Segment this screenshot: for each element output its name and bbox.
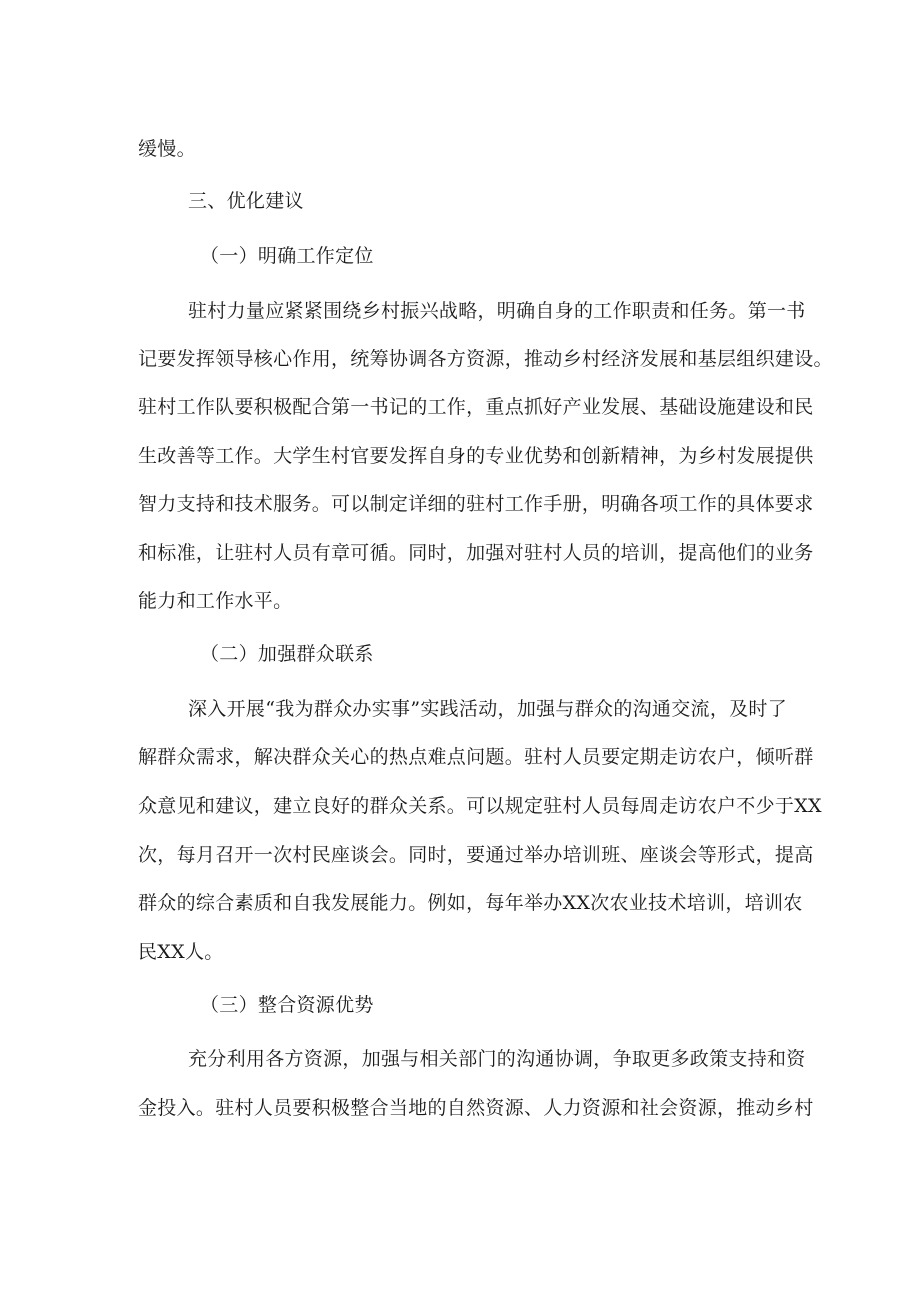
- paragraph-1-line: 能力和工作水平。: [138, 590, 293, 612]
- paragraph-2-line: 深入开展“我为群众办实事”实践活动，加强与群众的沟通交流，及时了: [188, 698, 788, 720]
- section-heading: 三、优化建议: [188, 190, 304, 212]
- paragraph-3-line: 充分利用各方资源，加强与相关部门的沟通协调，争取更多政策支持和资: [188, 1048, 806, 1070]
- paragraph-2-line: 解群众需求，解决群众关心的热点难点问题。驻村人员要定期走访农户，倾听群: [138, 746, 814, 768]
- paragraph-tail: 缓慢。: [138, 138, 196, 160]
- paragraph-1-line: 智力支持和技术服务。可以制定详细的驻村工作手册，明确各项工作的具体要求: [138, 493, 814, 515]
- paragraph-2-line: 众意见和建议，建立良好的群众关系。可以规定驻村人员每周走访农户不少于XX: [138, 795, 822, 817]
- paragraph-1-line: 和标准，让驻村人员有章可循。同时，加强对驻村人员的培训，提高他们的业务: [138, 542, 814, 564]
- paragraph-2-line: 民XX人。: [138, 941, 224, 963]
- paragraph-1-line: 记要发挥领导核心作用，统筹协调各方资源，推动乡村经济发展和基层组织建设。: [138, 348, 833, 370]
- paragraph-1-line: 驻村工作队要积极配合第一书记的工作，重点抓好产业发展、基础设施建设和民: [138, 396, 814, 418]
- paragraph-1-line: 生改善等工作。大学生村官要发挥自身的专业优势和创新精神，为乡村发展提供: [138, 445, 814, 467]
- paragraph-1-line: 驻村力量应紧紧围绕乡村振兴战略，明确自身的工作职责和任务。第一书: [188, 300, 806, 322]
- subsection-heading-2: （二）加强群众联系: [200, 643, 374, 665]
- subsection-heading-3: （三）整合资源优势: [200, 994, 374, 1016]
- subsection-heading-1: （一）明确工作定位: [200, 245, 374, 267]
- paragraph-2-line: 群众的综合素质和自我发展能力。例如，每年举办XX次农业技术培训，培训农: [138, 892, 803, 914]
- paragraph-3-line: 金投入。驻村人员要积极整合当地的自然资源、人力资源和社会资源，推动乡村: [138, 1097, 814, 1119]
- paragraph-2-line: 次，每月召开一次村民座谈会。同时，要通过举办培训班、座谈会等形式，提高: [138, 844, 814, 866]
